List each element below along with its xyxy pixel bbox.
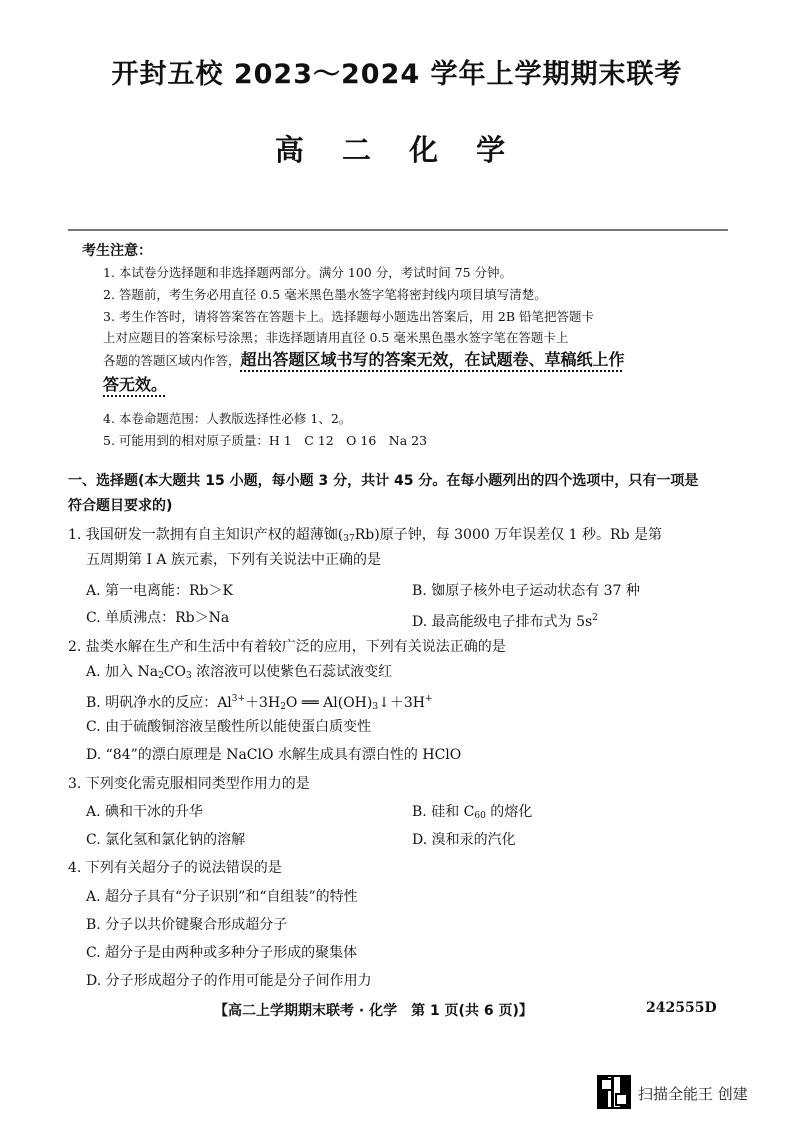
q3-option-c: C. 氯化氢和氯化钠的溶解 — [86, 832, 246, 848]
q2-b-sup1: 3+ — [231, 694, 246, 704]
q1-stem-sub: 37 — [343, 534, 355, 544]
q2-a-sub1: 2 — [158, 671, 164, 681]
notice-emphasis-1: 超出答题区域书写的答案无效，在试题卷、草稿纸上作 — [240, 350, 625, 369]
q4-option-a: A. 超分子具有“分子识别”和“自组装”的特性 — [86, 889, 358, 905]
exam-title: 开封五校 2023～2024 学年上学期期末联考 — [111, 59, 683, 90]
q2-option-d: D. “84”的漂白原理是 NaClO 水解生成具有漂白性的 HClO — [86, 747, 462, 763]
q4-option-c: C. 超分子是由两种或多种分子形成的聚集体 — [86, 945, 358, 961]
q1-option-d-sup: 2 — [592, 613, 598, 623]
q4-option-d: D. 分子形成超分子的作用可能是分子间作用力 — [86, 973, 372, 989]
q1-option-b: B. 铷原子核外电子运动状态有 37 种 — [412, 583, 640, 599]
notice-item-5: 5. 可能用到的相对原子质量：H 1 C 12 O 16 Na 23 — [103, 433, 428, 448]
notice-emphasis-2: 答无效。 — [103, 375, 168, 394]
q2-a-pre: A. 加入 Na — [86, 664, 159, 680]
q2-b-mid1: ＋3H — [245, 695, 281, 711]
q3-option-a: A. 碘和干冰的升华 — [86, 804, 204, 820]
q2-b-mid2: O ══ Al(OH) — [285, 695, 373, 711]
scanner-watermark: 扫描全能王 创建 — [638, 1085, 748, 1103]
q3-b-post: 的熔化 — [485, 804, 533, 820]
section-title: 一、选择题(本大题共 15 小题，每小题 3 分，共计 45 分。在每小题列出的四个选项中，只有一项是符合题目要求的) — [68, 473, 699, 514]
notice-item-3-line-2: 上对应题目的答案标号涂黑；非选择题请用直径 0.5 毫米黑色墨水签字笔在答题卡上 — [103, 330, 569, 345]
q3-b-sub: 60 — [474, 811, 486, 821]
q1-option-a: A. 第一电离能：Rb＞K — [86, 583, 233, 599]
notice-item-3-line-1: 3. 考生作答时，请将答案答在答题卡上。选择题每小题选出答案后，用 2B 铅笔把答题卡 — [103, 309, 594, 324]
q1-stem-a: 1. 我国研发一款拥有自主知识产权的超薄铷( — [68, 527, 344, 543]
notice-item-1: 1. 本试卷分选择题和非选择题两部分。满分 100 分，考试时间 75 分钟。 — [103, 265, 513, 280]
question-1-stem — [68, 524, 718, 550]
q2-a-sub2: 3 — [186, 671, 192, 681]
question-3-stem: 3. 下列变化需克服相同类型作用力的是 — [68, 776, 310, 792]
notice-item-4: 4. 本卷命题范围：人教版选择性必修 1、2。 — [103, 411, 352, 426]
q2-a-mid: CO — [163, 664, 186, 680]
exam-subject: 高 二 化 学 — [274, 133, 520, 167]
notice-item-3-line-3-text: 各题的答题区域内作答， — [103, 353, 241, 368]
q2-option-c: C. 由于硫酸铜溶液呈酸性所以能使蛋白质变性 — [86, 719, 372, 735]
question-1-stem-2: 五周期第 Ⅰ A 族元素，下列有关说法中正确的是 — [86, 552, 381, 568]
q4-option-b: B. 分子以共价键聚合形成超分子 — [86, 917, 288, 933]
q2-b-sup2: + — [424, 694, 433, 704]
question-2-stem: 2. 盐类水解在生产和生活中有着较广泛的应用，下列有关说法正确的是 — [68, 639, 506, 655]
notice-item-3 — [103, 306, 713, 397]
q3-b-pre: B. 硅和 C — [412, 804, 475, 820]
q1-option-d-text: D. 最高能级电子排布式为 5s — [412, 614, 593, 630]
q1-option-c: C. 单质沸点：Rb＞Na — [86, 610, 230, 626]
header-divider — [68, 229, 728, 231]
q1-option-d — [412, 607, 598, 633]
q2-option-b — [86, 688, 433, 718]
q3-option-d: D. 溴和汞的汽化 — [412, 832, 516, 848]
page-footer: 【高二上学期期末联考 · 化学 第 1 页(共 6 页)】 — [214, 1003, 533, 1019]
q2-a-post: 浓溶液可以使紫色石蕊试液变红 — [191, 664, 393, 680]
question-4-stem: 4. 下列有关超分子的说法错误的是 — [68, 860, 282, 876]
q1-stem-b: Rb)原子钟，每 3000 万年误差仅 1 秒。Rb 是第 — [354, 527, 662, 543]
notice-item-2: 2. 答题前，考生务必用直径 0.5 毫米黑色墨水签字笔将密封线内项目填写清楚。 — [103, 287, 547, 302]
exam-code: 242555D — [646, 1000, 717, 1016]
q2-b-mid3: ↓＋3H — [378, 695, 425, 711]
q2-option-a — [86, 661, 392, 687]
notice-item-3-line-3 — [103, 348, 713, 373]
q3-option-b — [412, 801, 532, 827]
q2-b-sub2: 3 — [372, 702, 379, 712]
qr-code-icon — [597, 1075, 631, 1109]
q2-b-pre: B. 明矾净水的反应：Al — [86, 695, 232, 711]
q2-b-sub1: 2 — [280, 702, 286, 712]
notice-heading: 考生注意： — [82, 243, 152, 259]
